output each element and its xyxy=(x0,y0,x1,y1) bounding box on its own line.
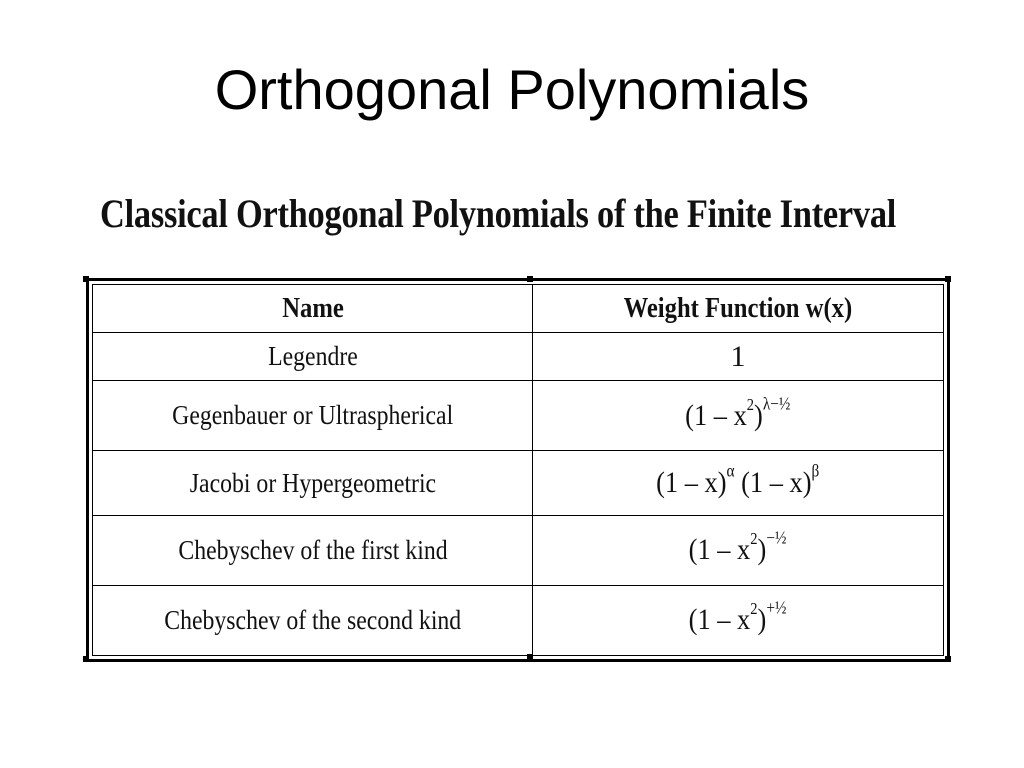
row-weight-chebyschev-first: $(1 - x^2)^{-\frac{1}{2}}$ xyxy=(533,515,944,585)
row-weight-chebyschev-second: $(1 - x^2)^{+\frac{1}{2}}$ xyxy=(533,585,944,655)
row-name-jacobi: Jacobi or Hypergeometric xyxy=(93,451,533,515)
table-row xyxy=(93,381,944,451)
table-corner-mark xyxy=(83,276,89,282)
row-weight-legendre: 1 xyxy=(533,333,944,381)
row-name-chebyschev-first: Chebyschev of the first kind xyxy=(93,515,533,585)
table-row xyxy=(93,451,944,515)
slide-title: Orthogonal Polynomials xyxy=(214,58,810,121)
table-row xyxy=(93,333,944,381)
table-caption: Classical Orthogonal Polynomials of the Finite Interval xyxy=(100,191,897,236)
row-name-gegenbauer: Gegenbauer or Ultraspherical xyxy=(93,381,533,451)
row-name-legendre: Legendre xyxy=(93,333,533,381)
header-weight-function: Weight Function w(x) xyxy=(533,285,944,333)
table-corner-mark xyxy=(945,656,951,662)
row-weight-gegenbauer: $(1 - x^2)^{\lambda-\frac{1}{2}}$ xyxy=(533,381,944,451)
table-corner-mark xyxy=(83,656,89,662)
table-row xyxy=(93,585,944,655)
table-header-row xyxy=(93,285,944,333)
row-name-chebyschev-second: Chebyschev of the second kind xyxy=(93,585,533,655)
table-corner-mark xyxy=(945,276,951,282)
table-row xyxy=(93,515,944,585)
row-weight-jacobi: (1 – x)$^\alpha$ (1 – x)$^\beta$ xyxy=(533,451,944,515)
polynomials-table-frame xyxy=(86,278,950,662)
table-corner-mark xyxy=(527,654,533,660)
polynomials-table xyxy=(92,284,944,656)
table-corner-mark xyxy=(527,276,533,282)
header-name: Name xyxy=(93,285,533,333)
